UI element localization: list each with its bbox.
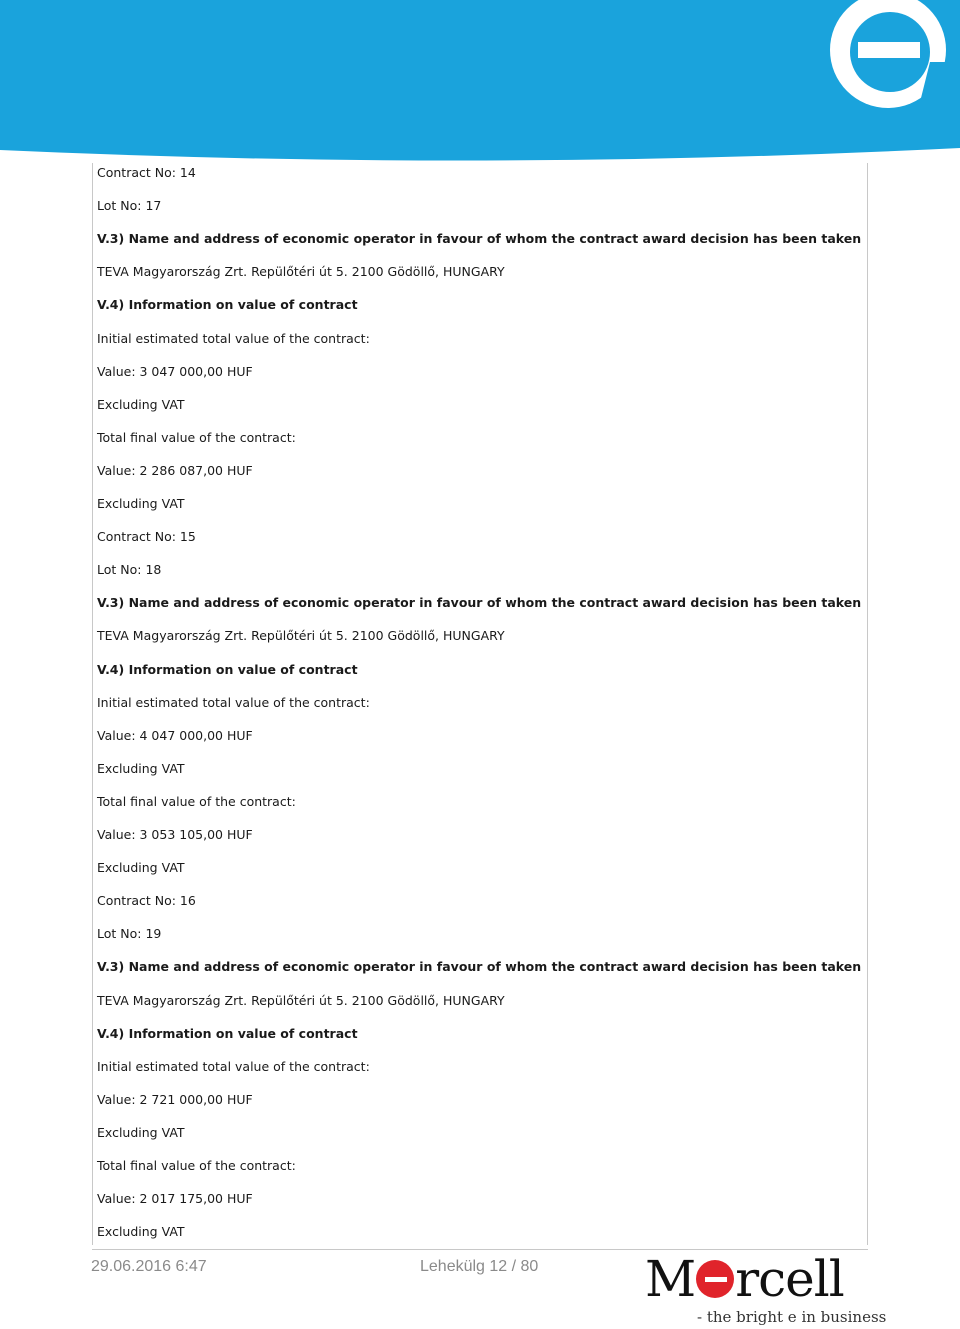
section-heading: V.4) Information on value of contract — [97, 661, 358, 677]
text-line: TEVA Magyarország Zrt. Repülőtéri út 5. 2100 Gödöllő, HUNGARY — [97, 628, 505, 644]
text-line: Total final value of the contract: — [97, 1158, 296, 1173]
text-line: Value: 2 721 000,00 HUF — [97, 1091, 253, 1107]
text-line: Excluding VAT — [97, 496, 185, 511]
text-line: Contract No: 15 — [97, 529, 196, 545]
text-line: Value: 3 053 105,00 HUF — [97, 827, 253, 842]
marcell-logo — [645, 1250, 887, 1329]
text-line: Initial estimated total value of the contract: — [97, 330, 370, 346]
text-line: Value: 2 017 175,00 HUF — [97, 1191, 253, 1207]
section-heading: V.3) Name and address of economic operator in favour of whom the contract award decision has been taken — [97, 231, 862, 247]
logo-tagline: - the bright e in business — [697, 1308, 887, 1326]
section-heading: V.4) Information on value of contract — [97, 297, 358, 313]
text-line: Initial estimated total value of the contract: — [97, 1058, 370, 1074]
text-line: Excluding VAT — [97, 396, 185, 412]
text-line: Excluding VAT — [97, 760, 185, 776]
text-line: Value: 3 047 000,00 HUF — [97, 363, 253, 379]
text-line: Value: 4 047 000,00 HUF — [97, 727, 253, 743]
section-heading: V.4) Information on value of contract — [97, 1025, 358, 1041]
text-line: Lot No: 17 — [97, 198, 162, 214]
text-line: TEVA Magyarország Zrt. Repülőtéri út 5. 2100 Gödöllő, HUNGARY — [97, 264, 505, 280]
text-line: Excluding VAT — [97, 1124, 185, 1140]
section-heading: V.3) Name and address of economic operator in favour of whom the contract award decision has been taken — [97, 595, 862, 611]
text-line: Contract No: 14 — [97, 165, 196, 180]
text-line: Excluding VAT — [97, 860, 185, 876]
logo-word-start: M — [645, 1250, 696, 1308]
logo-word-end: rcell — [735, 1250, 844, 1308]
text-line: Value: 2 286 087,00 HUF — [97, 462, 253, 478]
text-line: Lot No: 18 — [97, 562, 162, 578]
header-banner — [0, 0, 960, 165]
footer-page-number: Lehekülg 12 / 80 — [420, 1258, 539, 1275]
document-body — [92, 163, 868, 1245]
logo-e-icon — [696, 1260, 734, 1298]
section-heading: V.3) Name and address of economic operator in favour of whom the contract award decision has been taken — [97, 959, 862, 975]
footer-date: 29.06.2016 6:47 — [91, 1258, 207, 1275]
text-line: TEVA Magyarország Zrt. Repülőtéri út 5. 2100 Gödöllő, HUNGARY — [97, 992, 505, 1008]
text-line: Initial estimated total value of the contract: — [97, 694, 370, 710]
logo-wordmark — [645, 1250, 844, 1308]
text-line: Total final value of the contract: — [97, 793, 296, 809]
text-line: Contract No: 16 — [97, 893, 196, 909]
text-line: Total final value of the contract: — [97, 429, 296, 445]
text-line: Lot No: 19 — [97, 926, 162, 942]
text-line: Excluding VAT — [97, 1224, 185, 1240]
